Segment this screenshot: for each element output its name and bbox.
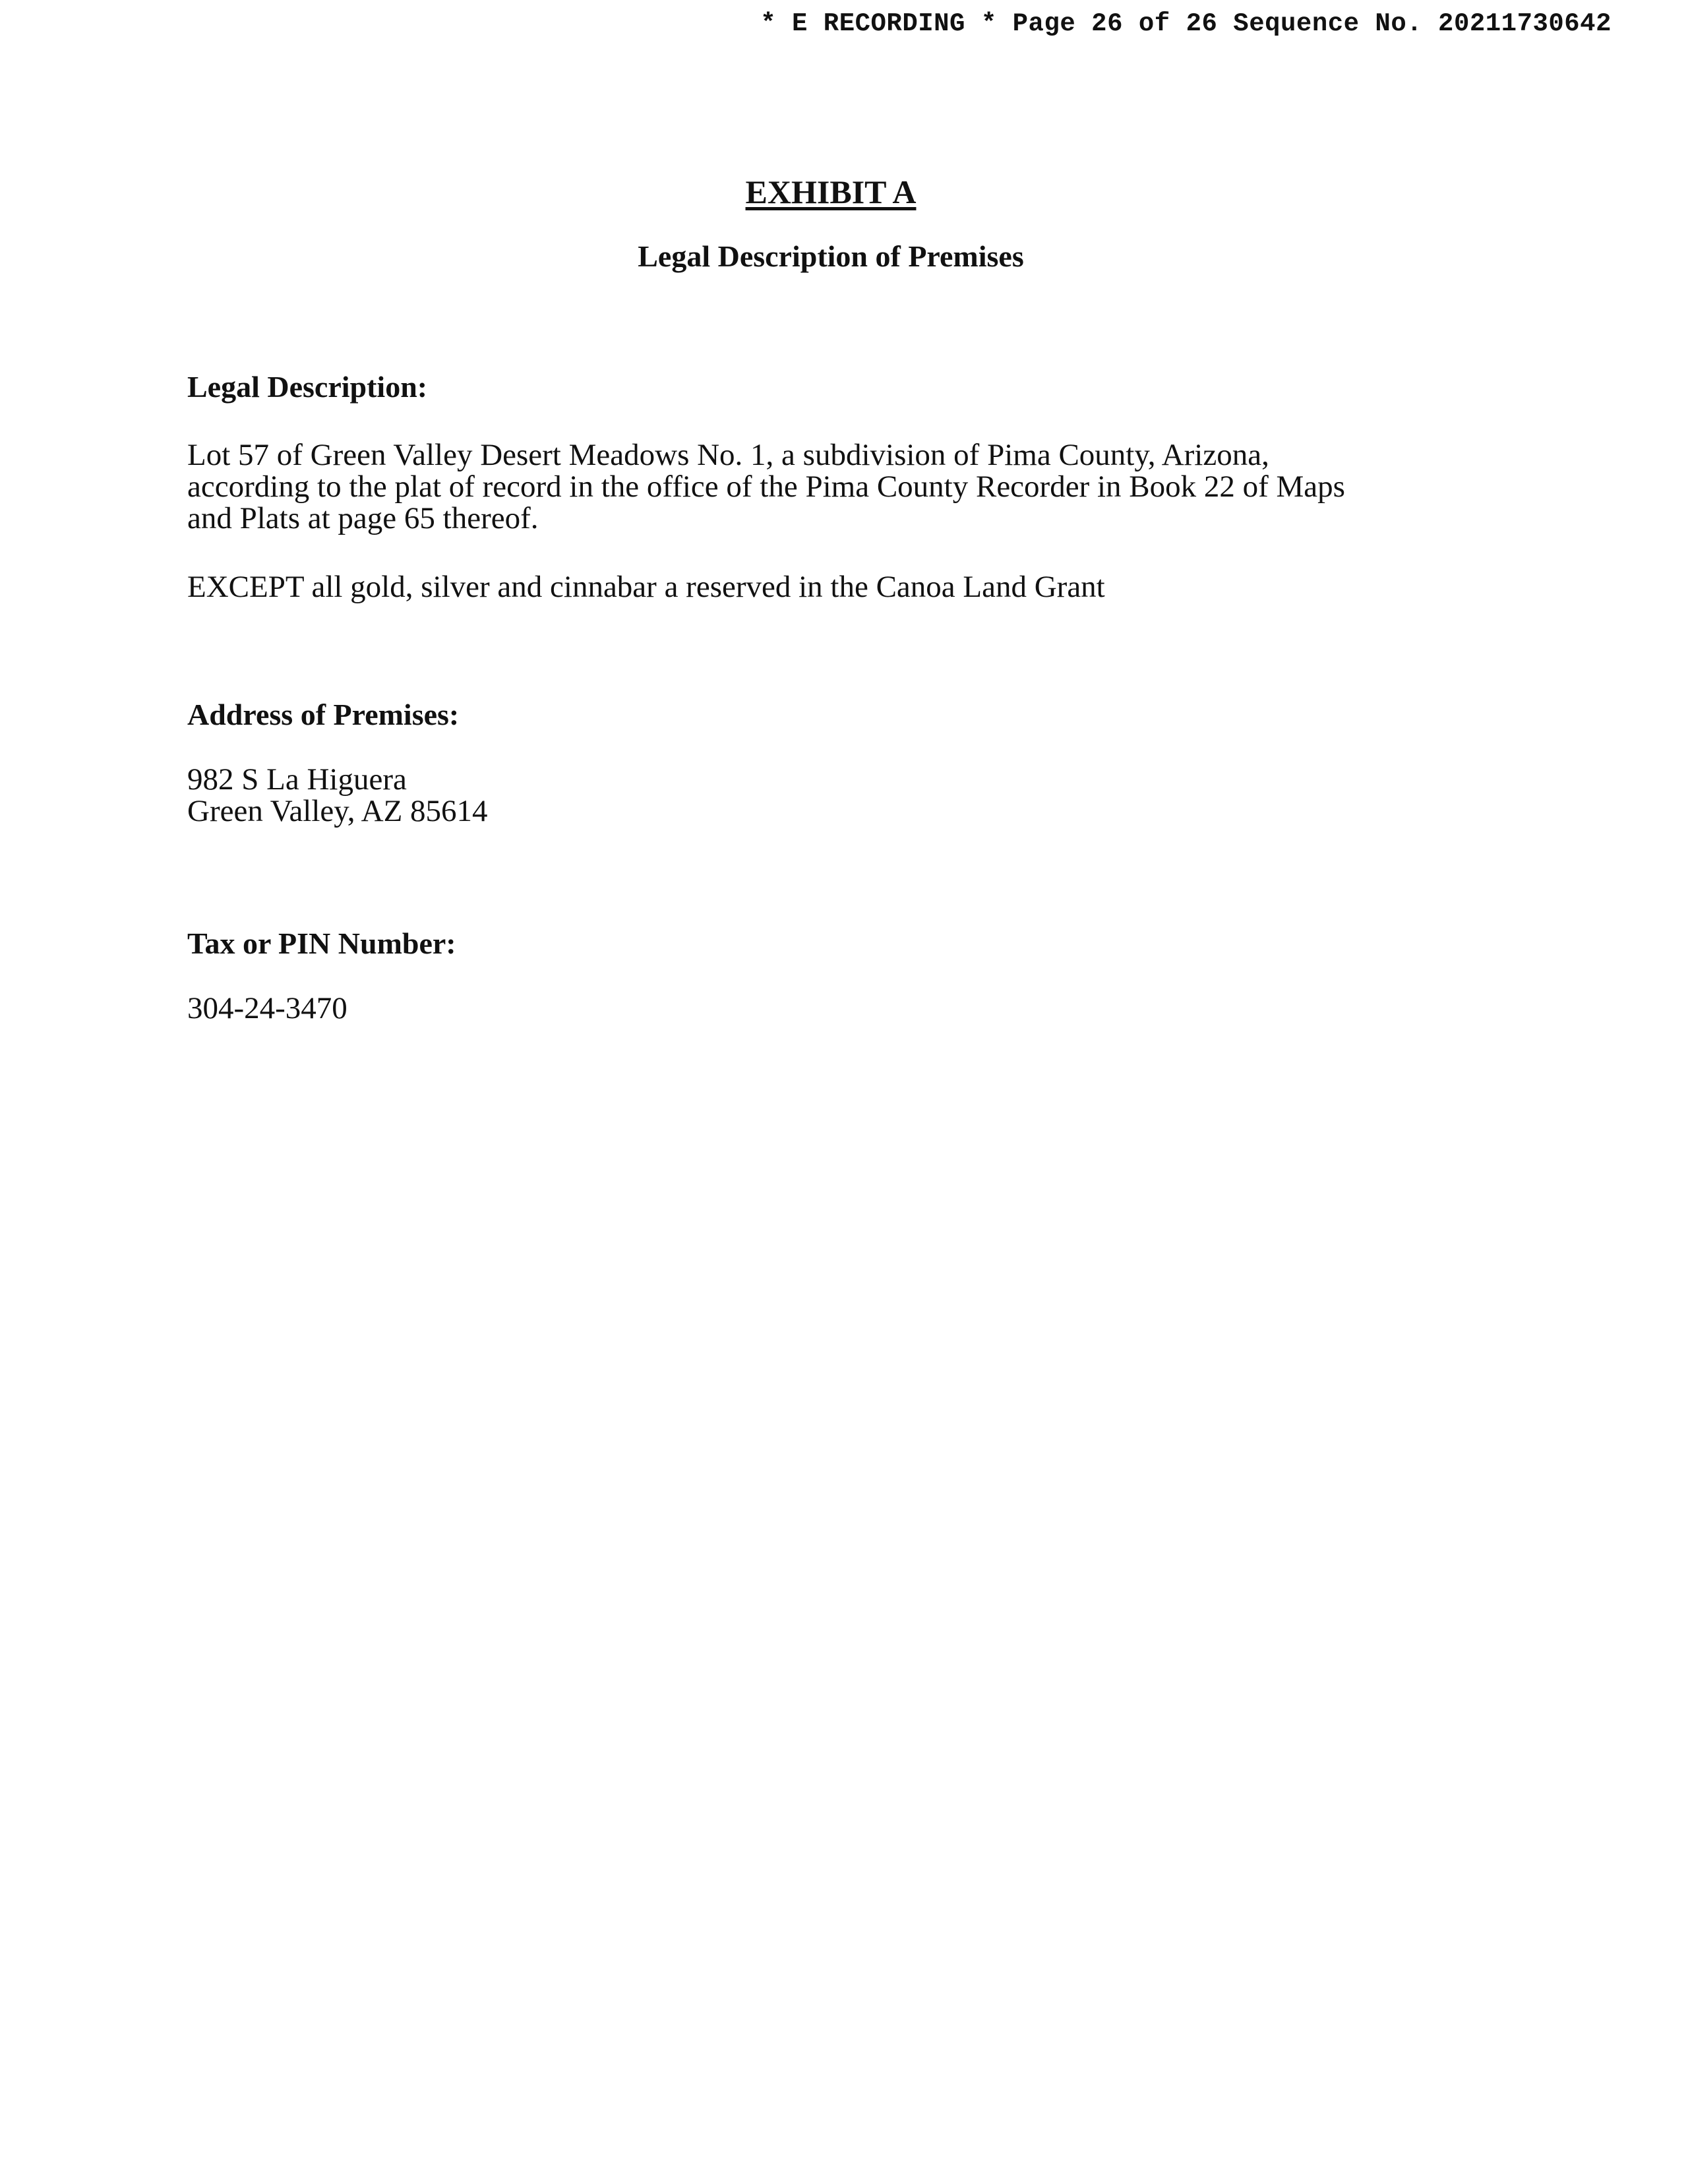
address-line-street: 982 S La Higuera — [187, 762, 407, 797]
tax-pin-value: 304-24-3470 — [187, 991, 347, 1025]
legal-description-exception: EXCEPT all gold, silver and cinnabar a reserved in the Canoa Land Grant — [187, 570, 1105, 604]
legal-description-line: Lot 57 of Green Valley Desert Meadows No. 1, a subdivision of Pima County, Arizona, — [187, 438, 1269, 472]
tax-pin-heading: Tax or PIN Number: — [187, 926, 456, 960]
address-line-city: Green Valley, AZ 85614 — [187, 794, 488, 828]
exhibit-subtitle: Legal Description of Premises — [638, 239, 1024, 273]
recording-header: * E RECORDING * Page 26 of 26 Sequence No. 20211730642 — [760, 9, 1612, 38]
legal-description-line: according to the plat of record in the office of the Pima County Recorder in Book 22 of Maps — [187, 470, 1345, 504]
address-block — [187, 764, 488, 827]
exhibit-title: EXHIBIT A — [745, 173, 917, 210]
address-heading: Address of Premises: — [187, 698, 460, 731]
legal-description-heading: Legal Description: — [187, 370, 428, 404]
legal-description-line: and Plats at page 65 thereof. — [187, 501, 539, 535]
legal-description-paragraph — [187, 439, 1345, 534]
